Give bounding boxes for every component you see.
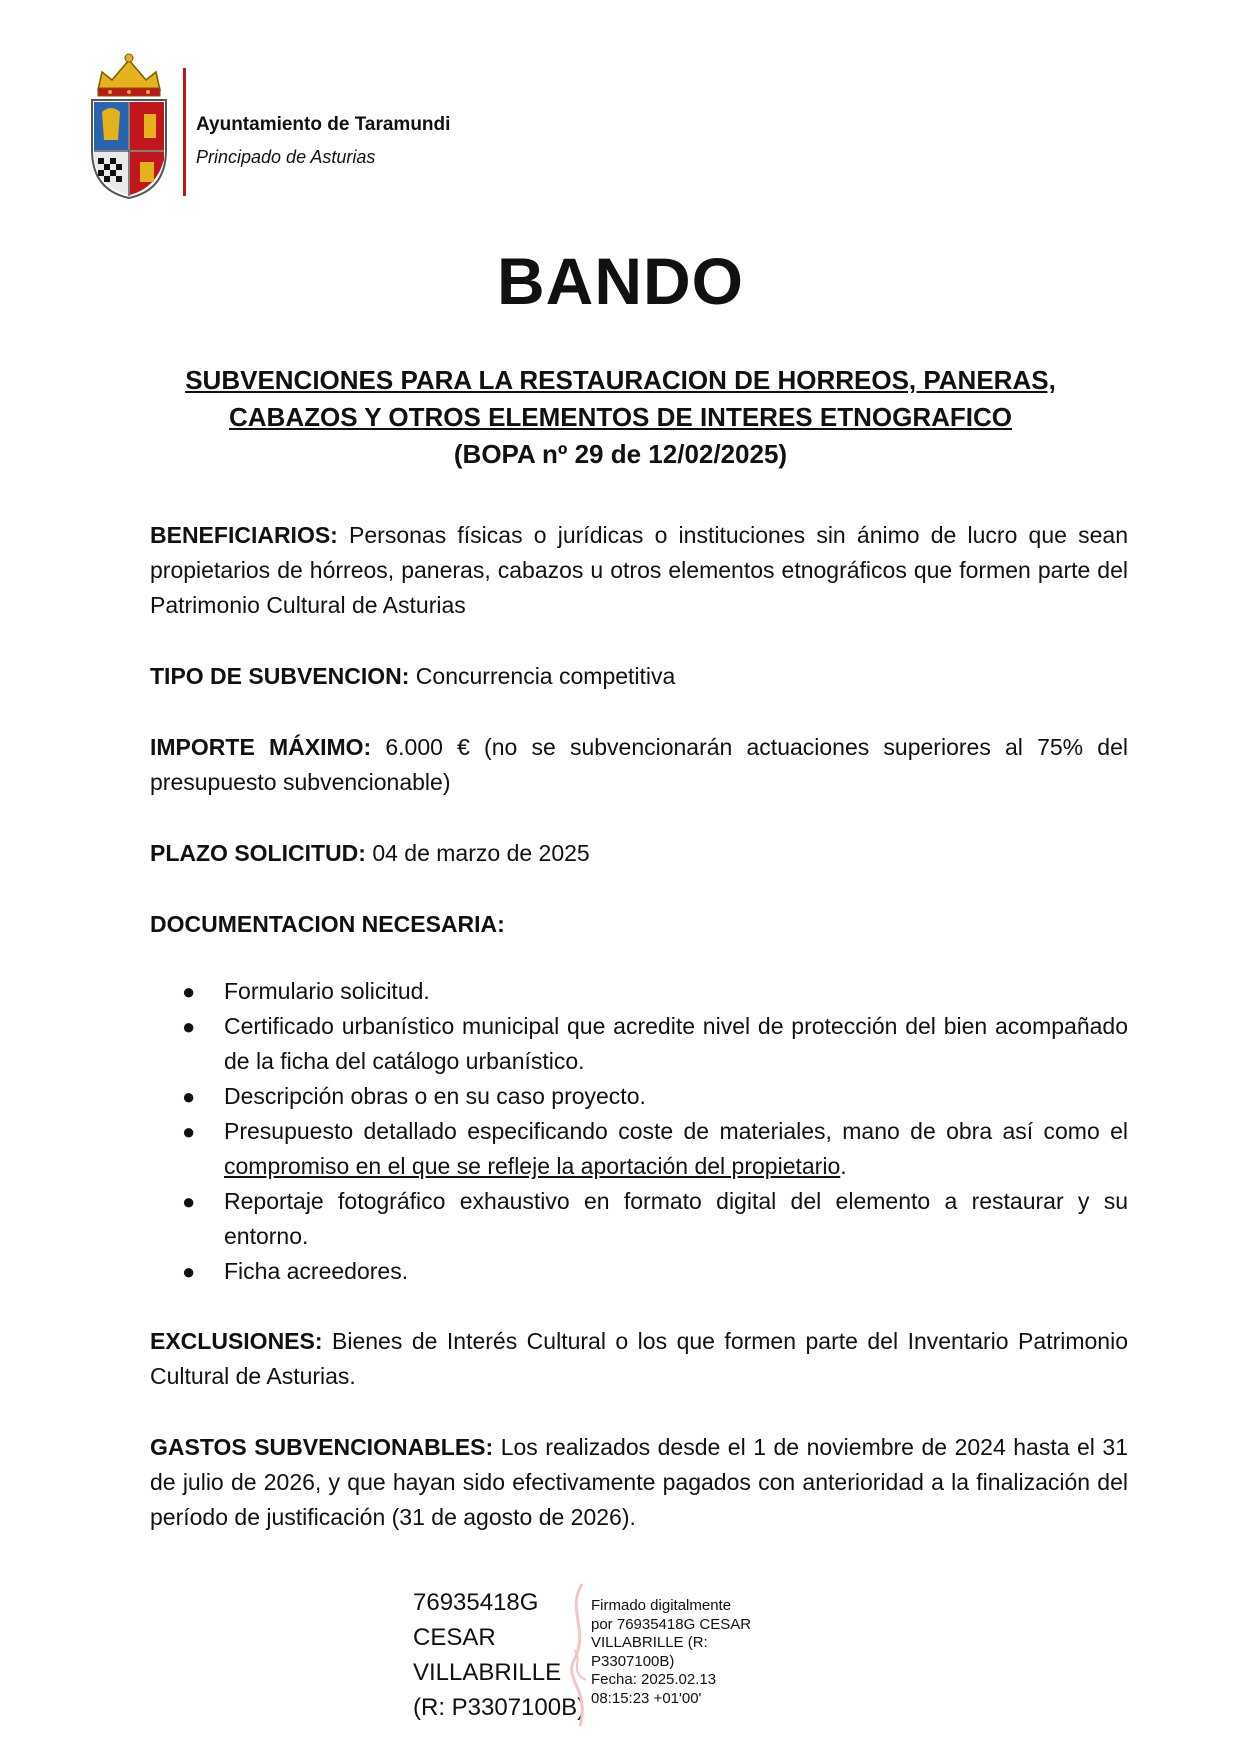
section-text: Los realizados desde el 1 de noviembre de 2024 hasta el 31 de julio de 2026, y que hayan sido efectivamente pagados con anterioridad a la finalización del período de justificación (31 de agosto de 2026). xyxy=(150,1434,1128,1530)
header-divider xyxy=(183,68,186,196)
list-item: ● Ficha acreedores. xyxy=(224,1254,1128,1289)
subtitle-reference: (BOPA nº 29 de 12/02/2025) xyxy=(453,439,788,469)
underlined-commitment: compromiso en el que se refleje la aportación del propietario xyxy=(224,1153,841,1179)
section-label: EXCLUSIONES: xyxy=(150,1328,323,1354)
section-label: DOCUMENTACION NECESARIA: xyxy=(150,911,505,937)
document-body xyxy=(150,518,1128,1571)
list-item: ● Certificado urbanístico municipal que acredite nivel de protección del bien acompañado de la ficha del catálogo urbanístico. xyxy=(224,1009,1128,1079)
bullet-icon: ● xyxy=(182,1259,196,1284)
section-text: Personas físicas o jurídicas o instituciones sin ánimo de lucro que sean propietarios de hórreos, paneras, cabazos u otros elementos etnográficos que formen parte del Patrimonio Cultural de Asturias xyxy=(150,522,1128,618)
bullet-icon: ● xyxy=(182,1189,196,1214)
organization-name: Ayuntamiento de Taramundi xyxy=(196,114,451,135)
section-beneficiarios xyxy=(150,518,1128,623)
letterhead xyxy=(88,50,588,200)
documentation-list xyxy=(150,974,1128,1289)
region-name: Principado de Asturias xyxy=(196,147,376,167)
section-plazo xyxy=(150,836,1128,871)
section-label: GASTOS SUBVENCIONABLES: xyxy=(150,1434,494,1460)
bullet-icon: ● xyxy=(182,1084,196,1109)
document-subtitle xyxy=(100,362,1141,473)
section-label: BENEFICIARIOS: xyxy=(150,522,338,548)
list-item: ● Presupuesto detallado especificando coste de materiales, mano de obra así como el compromiso en el que se refleje la aportación del propietario. xyxy=(224,1114,1128,1184)
section-tipo xyxy=(150,659,1128,694)
section-label: PLAZO SOLICITUD: xyxy=(150,840,366,866)
section-label: IMPORTE MÁXIMO: xyxy=(150,734,372,760)
list-item: ● Reportaje fotográfico exhaustivo en formato digital del elemento a restaurar y su entorno. xyxy=(224,1184,1128,1254)
signature-details: Firmado digitalmente por 76935418G CESAR VILLABRILLE (R: P3307100B) Fecha: 2025.02.13 08:15:23 +01'00' xyxy=(591,1597,752,1707)
digital-signature xyxy=(413,1585,793,1735)
section-text: 04 de marzo de 2025 xyxy=(365,840,590,866)
signer-name: 76935418G CESAR VILLABRILLE (R: P3307100B) xyxy=(413,1589,586,1721)
subtitle-line-1: SUBVENCIONES PARA LA RESTAURACION DE HORREOS, PANERAS, xyxy=(185,365,1056,395)
section-label: TIPO DE SUBVENCION: xyxy=(150,663,410,689)
section-importe xyxy=(150,730,1128,800)
list-item: ● Descripción obras o en su caso proyecto. xyxy=(224,1079,1128,1114)
section-exclusiones xyxy=(150,1324,1128,1394)
bullet-icon: ● xyxy=(182,1119,196,1144)
bullet-icon: ● xyxy=(182,1014,196,1039)
section-gastos xyxy=(150,1430,1128,1535)
subtitle-line-2: CABAZOS Y OTROS ELEMENTOS DE INTERES ETNOGRAFICO xyxy=(229,402,1012,432)
section-text: 6.000 € (no se subvencionarán actuaciones superiores al 75% del presupuesto subvencionable) xyxy=(150,734,1128,795)
list-item: ● Formulario solicitud. xyxy=(224,974,1128,1009)
coat-of-arms-icon xyxy=(88,50,170,200)
section-text: Concurrencia competitiva xyxy=(409,663,676,689)
section-documentacion xyxy=(150,907,1128,942)
document-title: BANDO xyxy=(497,244,744,318)
bullet-icon: ● xyxy=(182,979,196,1004)
section-text: Bienes de Interés Cultural o los que formen parte del Inventario Patrimonio Cultural de Asturias. xyxy=(150,1328,1128,1389)
